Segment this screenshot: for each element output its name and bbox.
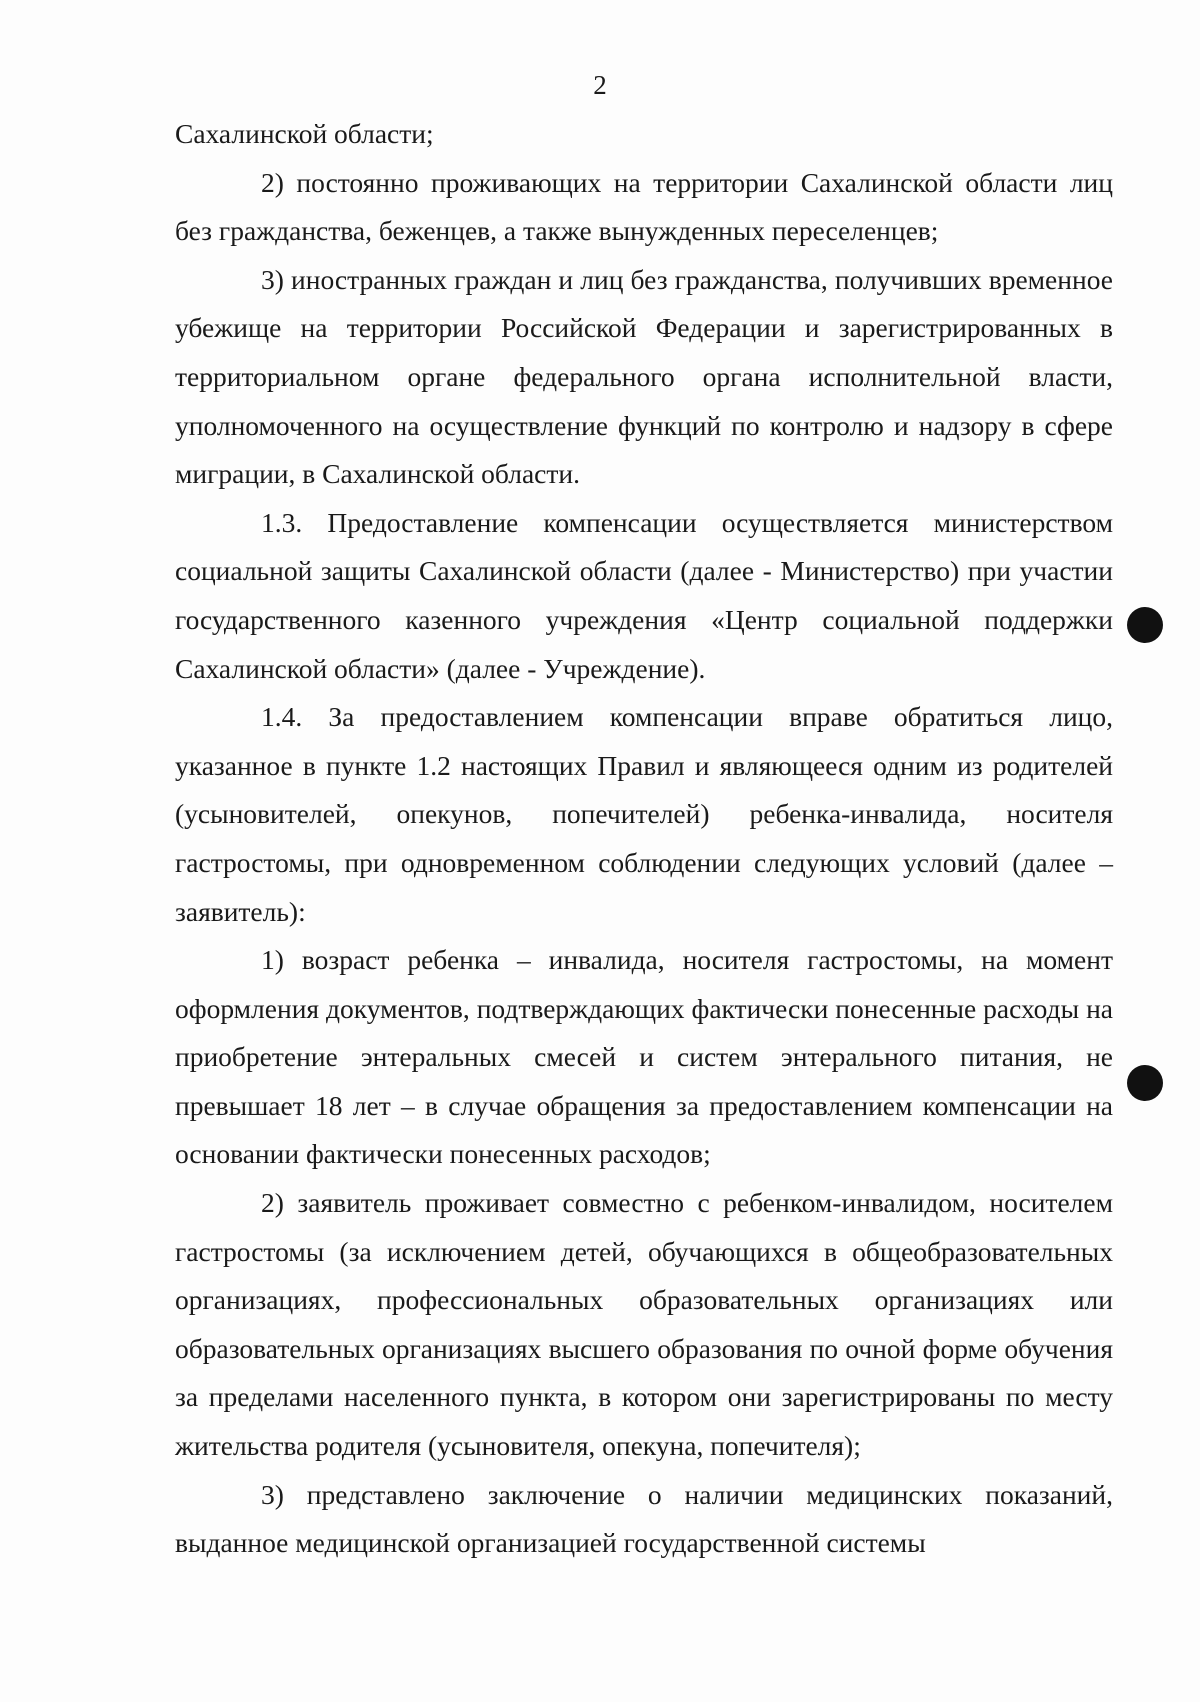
paragraph-item-2: 2) постоянно проживающих на территории Сахалинской области лиц без гражданства, беженцев, а также вынужденных переселенцев; — [175, 166, 1113, 247]
punch-hole-bottom — [1127, 1065, 1163, 1101]
paragraph-continuation: Сахалинской области; — [175, 118, 434, 149]
paragraph-section-1-3: 1.3. Предоставление компенсации осуществляется министерством социальной защиты Сахалинской области (далее - Министерство) при участии государственного казенного учреждения «Центр социальной поддержки Сахалинской области» (далее - Учреждение). — [175, 506, 1113, 684]
page-number: 2 — [593, 70, 607, 100]
paragraph-condition-1: 1) возраст ребенка – инвалида, носителя гастростомы, на момент оформления документов, подтверждающих фактически понесенные расходы на приобретение энтеральных смесей и систем энтерального питания, не превышает 18 лет – в случае обращения за предоставлением компенсации на основании фактически понесенных расходов; — [175, 944, 1113, 1170]
document-body — [175, 110, 1113, 1568]
paragraph-condition-2: 2) заявитель проживает совместно с ребенком-инвалидом, носителем гастростомы (за исключением детей, обучающихся в общеобразовательных организациях, профессиональных образовательных организациях или образовательных организациях высшего образования по очной форме обучения за пределами населенного пункта, в котором они зарегистрированы по месту жительства родителя (усыновителя, опекуна, попечителя); — [175, 1187, 1113, 1462]
punch-hole-top — [1127, 607, 1163, 643]
paragraph-item-3: 3) иностранных граждан и лиц без гражданства, получивших временное убежище на территории Российской Федерации и зарегистрированных в территориальном органе федерального органа исполнительной власти, уполномоченного на осуществление функций по контролю и надзору в сфере миграции, в Сахалинской области. — [175, 263, 1113, 490]
paragraph-condition-3: 3) представлено заключение о наличии медицинских показаний, выданное медицинской организацией государственной системы — [175, 1478, 1113, 1559]
paragraph-section-1-4: 1.4. За предоставлением компенсации вправе обратиться лицо, указанное в пункте 1.2 настоящих Правил и являющееся одним из родителей (усыновителей, опекунов, попечителей) ребенка-инвалида, носителя гастростомы, при одновременном соблюдении следующих условий (далее – заявитель): — [175, 701, 1113, 927]
